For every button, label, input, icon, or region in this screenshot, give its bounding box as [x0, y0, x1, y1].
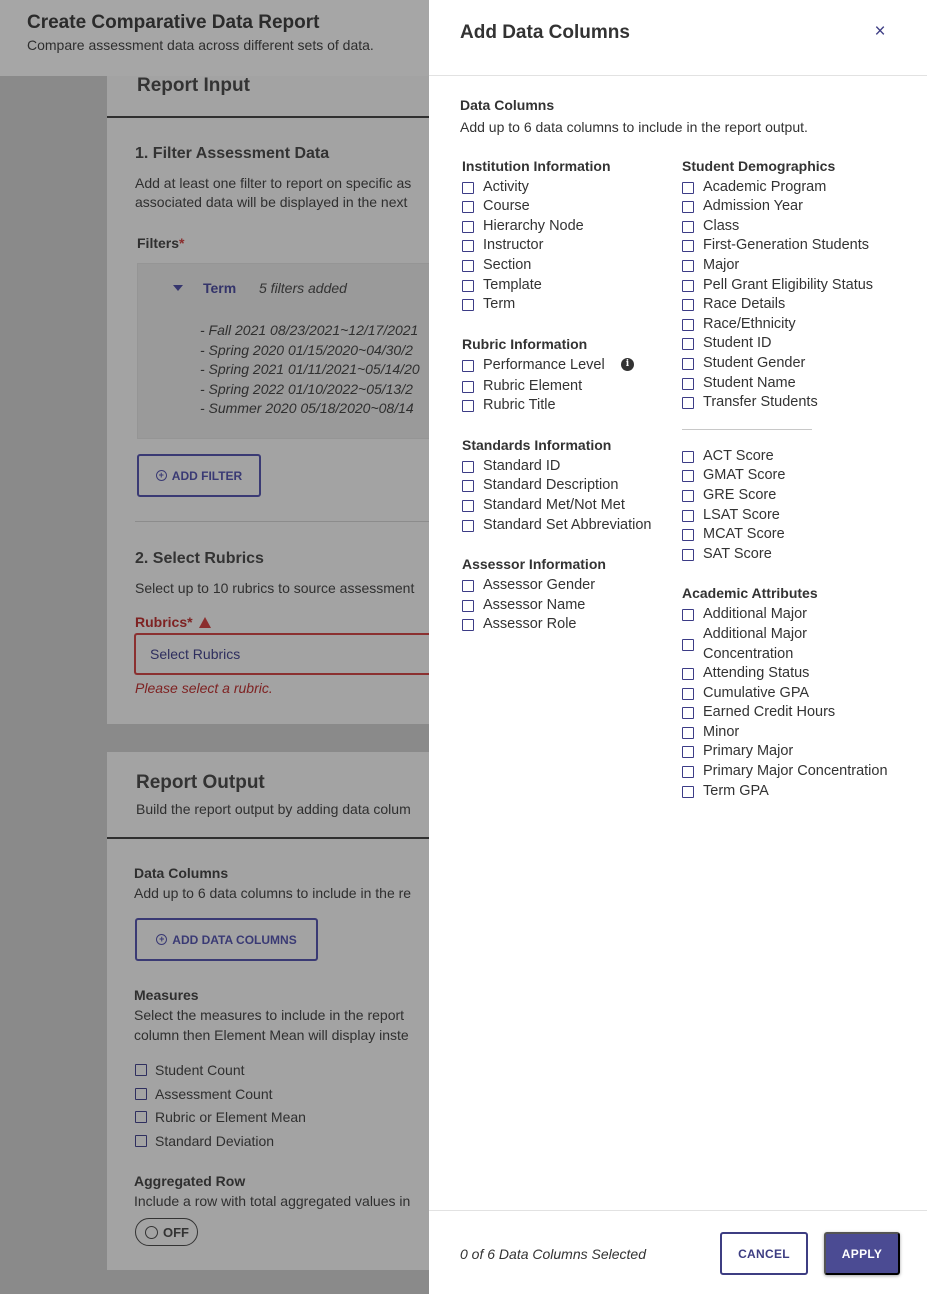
checkbox[interactable]	[462, 280, 474, 292]
checkbox[interactable]	[682, 529, 694, 541]
checkbox[interactable]	[682, 707, 694, 719]
divider	[135, 521, 429, 522]
checkbox-hierarchy-node[interactable]: Hierarchy Node	[462, 217, 584, 237]
checkbox-minor[interactable]: Minor	[682, 723, 739, 743]
checkbox[interactable]	[682, 338, 694, 350]
report-output-description: Build the report output by adding data colum	[136, 801, 411, 817]
plus-circle-icon: +	[156, 934, 167, 945]
aggregated-row-description: Include a row with total aggregated values in	[134, 1193, 411, 1209]
toggle-knob	[145, 1226, 158, 1239]
checkbox-instructor[interactable]: Instructor	[462, 236, 543, 256]
report-input-title: Report Input	[137, 75, 250, 96]
aggregated-row-title: Aggregated Row	[134, 1173, 246, 1189]
checkbox-standard-id[interactable]: Standard ID	[462, 457, 560, 477]
add-data-columns-button[interactable]: + ADD DATA COLUMNS	[135, 918, 318, 961]
checkbox[interactable]	[682, 182, 694, 194]
measure-label: Assessment Count	[155, 1086, 273, 1102]
data-columns-description: Add up to 6 data columns to include in the re	[134, 885, 412, 901]
checkbox[interactable]	[682, 746, 694, 758]
checkbox[interactable]	[682, 201, 694, 213]
checkbox-transfer-students[interactable]: Transfer Students	[682, 393, 818, 413]
checkbox-academic-program[interactable]: Academic Program	[682, 178, 826, 198]
group-title-academic: Academic Attributes	[682, 585, 818, 601]
checkbox[interactable]	[462, 299, 474, 311]
checkbox-rubric-element[interactable]: Rubric Element	[462, 377, 582, 397]
report-output-title: Report Output	[136, 772, 265, 793]
filter-section-title: 1. Filter Assessment Data	[135, 145, 330, 162]
checkbox-course[interactable]: Course	[462, 197, 530, 217]
checkbox-mcat-score[interactable]: MCAT Score	[682, 525, 785, 545]
data-columns-description: Add up to 6 data columns to include in the report output.	[460, 119, 808, 135]
checkbox[interactable]	[682, 609, 694, 621]
checkbox[interactable]	[682, 221, 694, 233]
filter-term-label[interactable]: Term	[203, 280, 237, 296]
divider	[682, 429, 812, 430]
measure-checkbox[interactable]	[135, 1111, 147, 1123]
checkbox-assessor-gender[interactable]: Assessor Gender	[462, 576, 595, 596]
measure-label: Student Count	[155, 1062, 245, 1078]
chevron-down-icon[interactable]	[173, 285, 183, 291]
checkbox[interactable]	[462, 260, 474, 272]
group-title-assessor: Assessor Information	[462, 556, 606, 572]
checkbox-pell-grant[interactable]: Pell Grant Eligibility Status	[682, 276, 873, 296]
measures-description: column then Element Mean will display inste	[134, 1027, 409, 1043]
filter-description: associated data will be displayed in the next	[135, 194, 408, 210]
measures-title: Measures	[134, 987, 199, 1003]
checkbox[interactable]	[462, 580, 474, 592]
checkbox-class[interactable]: Class	[682, 217, 739, 237]
checkbox[interactable]	[682, 451, 694, 463]
rubrics-label: Rubrics*	[135, 614, 211, 630]
measures-description: Select the measures to include in the report	[134, 1007, 405, 1023]
checkbox[interactable]	[682, 319, 694, 331]
checkbox-rubric-title[interactable]: Rubric Title	[462, 396, 556, 416]
checkbox-performance-level[interactable]: Performance Level	[462, 356, 605, 376]
measure-checkbox[interactable]	[135, 1088, 147, 1100]
checkbox[interactable]	[462, 240, 474, 252]
checkbox-standard-set-abbreviation[interactable]: Standard Set Abbreviation	[462, 516, 651, 536]
checkbox-term-gpa[interactable]: Term GPA	[682, 782, 769, 802]
drawer-title: Add Data Columns	[460, 22, 630, 43]
checkbox[interactable]	[462, 600, 474, 612]
checkbox-assessor-name[interactable]: Assessor Name	[462, 596, 585, 616]
checkbox-student-id[interactable]: Student ID	[682, 334, 772, 354]
add-data-columns-drawer	[429, 0, 927, 1294]
aggregated-row-toggle[interactable]: OFF	[135, 1218, 198, 1246]
checkbox[interactable]	[682, 490, 694, 502]
checkbox[interactable]	[462, 500, 474, 512]
checkbox[interactable]	[462, 381, 474, 393]
checkbox[interactable]	[682, 668, 694, 680]
measure-label: Standard Deviation	[155, 1133, 275, 1149]
checkbox[interactable]	[462, 461, 474, 473]
group-title-demographics: Student Demographics	[682, 158, 836, 174]
divider	[107, 116, 429, 118]
checkbox-gmat-score[interactable]: GMAT Score	[682, 466, 785, 486]
checkbox-student-name[interactable]: Student Name	[682, 374, 796, 394]
info-icon[interactable]: i	[621, 358, 634, 371]
apply-button[interactable]: APPLY	[824, 1232, 900, 1275]
rubrics-description: Select up to 10 rubrics to source assessment	[135, 580, 415, 596]
measure-checkbox[interactable]	[135, 1064, 147, 1076]
rubrics-section-title: 2. Select Rubrics	[135, 550, 264, 567]
group-title-institution: Institution Information	[462, 158, 611, 174]
checkbox-attending-status[interactable]: Attending Status	[682, 664, 809, 684]
filter-value: - Spring 2022 01/10/2022~05/13/2	[200, 381, 413, 397]
checkbox[interactable]	[682, 639, 694, 651]
checkbox-admission-year[interactable]: Admission Year	[682, 197, 803, 217]
checkbox-additional-major-concentration[interactable]: Additional Major Concentration	[682, 625, 828, 664]
close-icon[interactable]: ×	[874, 21, 886, 42]
checkbox-act-score[interactable]: ACT Score	[682, 447, 774, 467]
checkbox-race-ethnicity[interactable]: Race/Ethnicity	[682, 315, 796, 335]
filter-count: 5 filters added	[259, 280, 347, 296]
checkbox-lsat-score[interactable]: LSAT Score	[682, 506, 780, 526]
data-columns-title: Data Columns	[460, 97, 555, 113]
checkbox-student-gender[interactable]: Student Gender	[682, 354, 805, 374]
filter-value: - Fall 2021 08/23/2021~12/17/2021	[200, 322, 419, 338]
checkbox[interactable]	[682, 280, 694, 292]
page-title: Create Comparative Data Report	[27, 12, 320, 33]
checkbox-standard-description[interactable]: Standard Description	[462, 476, 618, 496]
checkbox[interactable]	[682, 510, 694, 522]
add-filter-button[interactable]: + ADD FILTER	[137, 454, 261, 497]
checkbox-activity[interactable]: Activity	[462, 178, 529, 198]
page-subtitle: Compare assessment data across different sets of data.	[27, 37, 374, 53]
checkbox[interactable]	[462, 221, 474, 233]
checkbox[interactable]	[682, 260, 694, 272]
checkbox[interactable]	[462, 520, 474, 532]
checkbox[interactable]	[682, 766, 694, 778]
drawer-header	[429, 0, 927, 76]
checkbox-gre-score[interactable]: GRE Score	[682, 486, 776, 506]
checkbox-section[interactable]: Section	[462, 256, 531, 276]
checkbox[interactable]	[682, 358, 694, 370]
checkbox[interactable]	[462, 480, 474, 492]
checkbox[interactable]	[682, 397, 694, 409]
checkbox[interactable]	[682, 549, 694, 561]
filters-label: Filters*	[137, 235, 185, 251]
checkbox-earned-credit-hours[interactable]: Earned Credit Hours	[682, 703, 835, 723]
checkbox-major[interactable]: Major	[682, 256, 739, 276]
filter-value: - Spring 2021 01/11/2021~05/14/20	[200, 361, 420, 377]
cancel-button[interactable]: CANCEL	[720, 1232, 808, 1275]
warning-icon	[199, 617, 211, 628]
checkbox[interactable]	[682, 299, 694, 311]
measure-label: Rubric or Element Mean	[155, 1109, 306, 1125]
checkbox-assessor-role[interactable]: Assessor Role	[462, 615, 576, 635]
filter-value: - Summer 2020 05/18/2020~08/14	[200, 400, 414, 416]
filter-description: Add at least one filter to report on specific as	[135, 175, 412, 191]
checkbox-primary-major-concentration[interactable]: Primary Major Concentration	[682, 762, 888, 782]
checkbox-first-generation[interactable]: First-Generation Students	[682, 236, 869, 256]
checkbox-standard-met[interactable]: Standard Met/Not Met	[462, 496, 625, 516]
checkbox-primary-major[interactable]: Primary Major	[682, 742, 793, 762]
checkbox[interactable]	[682, 688, 694, 700]
checkbox-term[interactable]: Term	[462, 295, 515, 315]
group-title-standards: Standards Information	[462, 437, 612, 453]
rubrics-error: Please select a rubric.	[135, 680, 273, 696]
group-title-rubric: Rubric Information	[462, 336, 588, 352]
checkbox[interactable]	[682, 727, 694, 739]
checkbox[interactable]	[462, 201, 474, 213]
checkbox[interactable]	[682, 240, 694, 252]
checkbox-template[interactable]: Template	[462, 276, 542, 296]
selection-status: 0 of 6 Data Columns Selected	[460, 1246, 646, 1262]
checkbox[interactable]	[462, 360, 474, 372]
data-columns-title: Data Columns	[134, 865, 229, 881]
checkbox[interactable]	[462, 182, 474, 194]
checkbox-additional-major[interactable]: Additional Major	[682, 605, 807, 625]
checkbox[interactable]	[682, 470, 694, 482]
checkbox[interactable]	[462, 619, 474, 631]
rubrics-select[interactable]: Select Rubrics	[134, 633, 447, 675]
measure-checkbox[interactable]	[135, 1135, 147, 1147]
checkbox-sat-score[interactable]: SAT Score	[682, 545, 772, 565]
divider	[107, 837, 429, 839]
plus-circle-icon: +	[156, 470, 167, 481]
checkbox[interactable]	[682, 378, 694, 390]
checkbox-cumulative-gpa[interactable]: Cumulative GPA	[682, 684, 809, 704]
filter-value: - Spring 2020 01/15/2020~04/30/2	[200, 342, 413, 358]
drawer-footer	[429, 1210, 927, 1294]
checkbox[interactable]	[462, 400, 474, 412]
checkbox[interactable]	[682, 786, 694, 798]
checkbox-race-details[interactable]: Race Details	[682, 295, 785, 315]
